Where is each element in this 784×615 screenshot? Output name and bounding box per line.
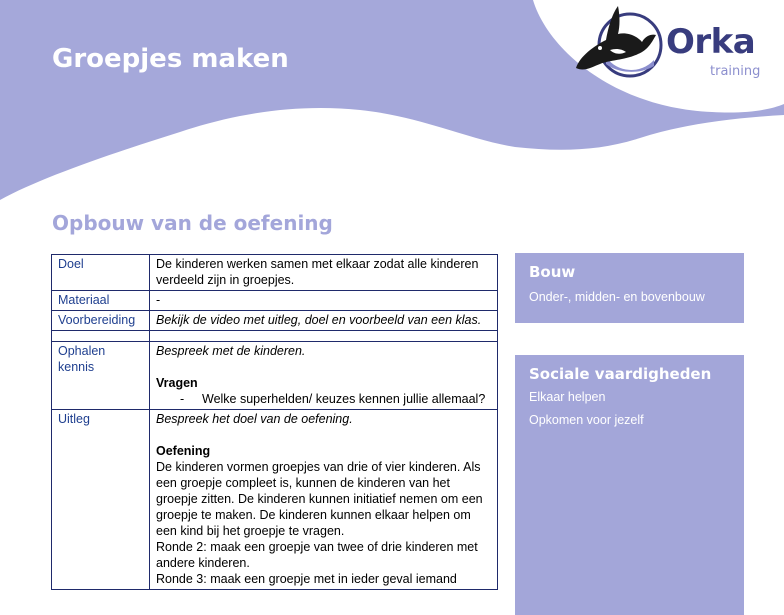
row-label-voorbereiding: Voorbereiding [52, 311, 150, 331]
bouw-title: Bouw [529, 263, 576, 281]
spacer-cell [150, 331, 498, 342]
row-label-materiaal: Materiaal [52, 291, 150, 311]
row-value-ophalen-kennis [150, 342, 498, 410]
row-label-doel: Doel [52, 255, 150, 291]
table-row-ophalen-kennis [52, 342, 498, 410]
ophalen-intro: Bespreek met de kinderen. [156, 344, 306, 358]
ronde-2-text: Ronde 2: maak een groepje van twee of drie kinderen met andere kinderen. [156, 540, 478, 570]
spacer-cell [52, 331, 150, 342]
exercise-plan-table [51, 254, 498, 590]
row-value-doel: De kinderen werken samen met elkaar zodat alle kinderen verdeeld zijn in groepjes. [150, 255, 498, 291]
table-row-materiaal [52, 291, 498, 311]
table-row-uitleg [52, 410, 498, 590]
ronde-3-text: Ronde 3: maak een groepje met in ieder geval iemand [156, 572, 457, 586]
logo-wordmark: Orka [666, 22, 756, 62]
uitleg-intro: Bespreek het doel van de oefening. [156, 412, 353, 426]
spacer [156, 359, 491, 375]
vragen-heading: Vragen [156, 376, 198, 390]
oefening-body: De kinderen vormen groepjes van drie of vier kinderen. Als een groepje compleet is, kunnen de kinderen van het groepje zitten. De kinderen kunnen initiatief nemen om een groepje te maken. De kinderen kunnen elkaar helpen om een kind bij het groepje te vragen. [156, 460, 483, 538]
row-label-uitleg: Uitleg [52, 410, 150, 590]
table-row-doel [52, 255, 498, 291]
row-value-voorbereiding: Bekijk de video met uitleg, doel en voorbeeld van een klas. [150, 311, 498, 331]
bouw-line: Onder-, midden- en bovenbouw [529, 290, 705, 304]
skill-item: Opkomen voor jezelf [529, 413, 644, 427]
section-title: Opbouw van de oefening [52, 211, 333, 235]
row-value-uitleg [150, 410, 498, 590]
vragen-list [156, 391, 491, 407]
bouw-panel [515, 253, 744, 323]
row-value-materiaal: - [150, 291, 498, 311]
logo-subtitle: training [710, 64, 761, 79]
sociale-vaardigheden-title: Sociale vaardigheden [529, 365, 712, 383]
sociale-vaardigheden-panel [515, 355, 744, 615]
list-item: - Welke superhelden/ keuzes kennen jullie allemaal? [180, 391, 491, 407]
table-row-spacer [52, 331, 498, 342]
page-title: Groepjes maken [52, 44, 289, 74]
spacer [156, 427, 491, 443]
oefening-heading: Oefening [156, 444, 211, 458]
table-row-voorbereiding [52, 311, 498, 331]
skill-item: Elkaar helpen [529, 390, 606, 404]
row-label-ophalen-kennis: Ophalen kennis [52, 342, 150, 410]
